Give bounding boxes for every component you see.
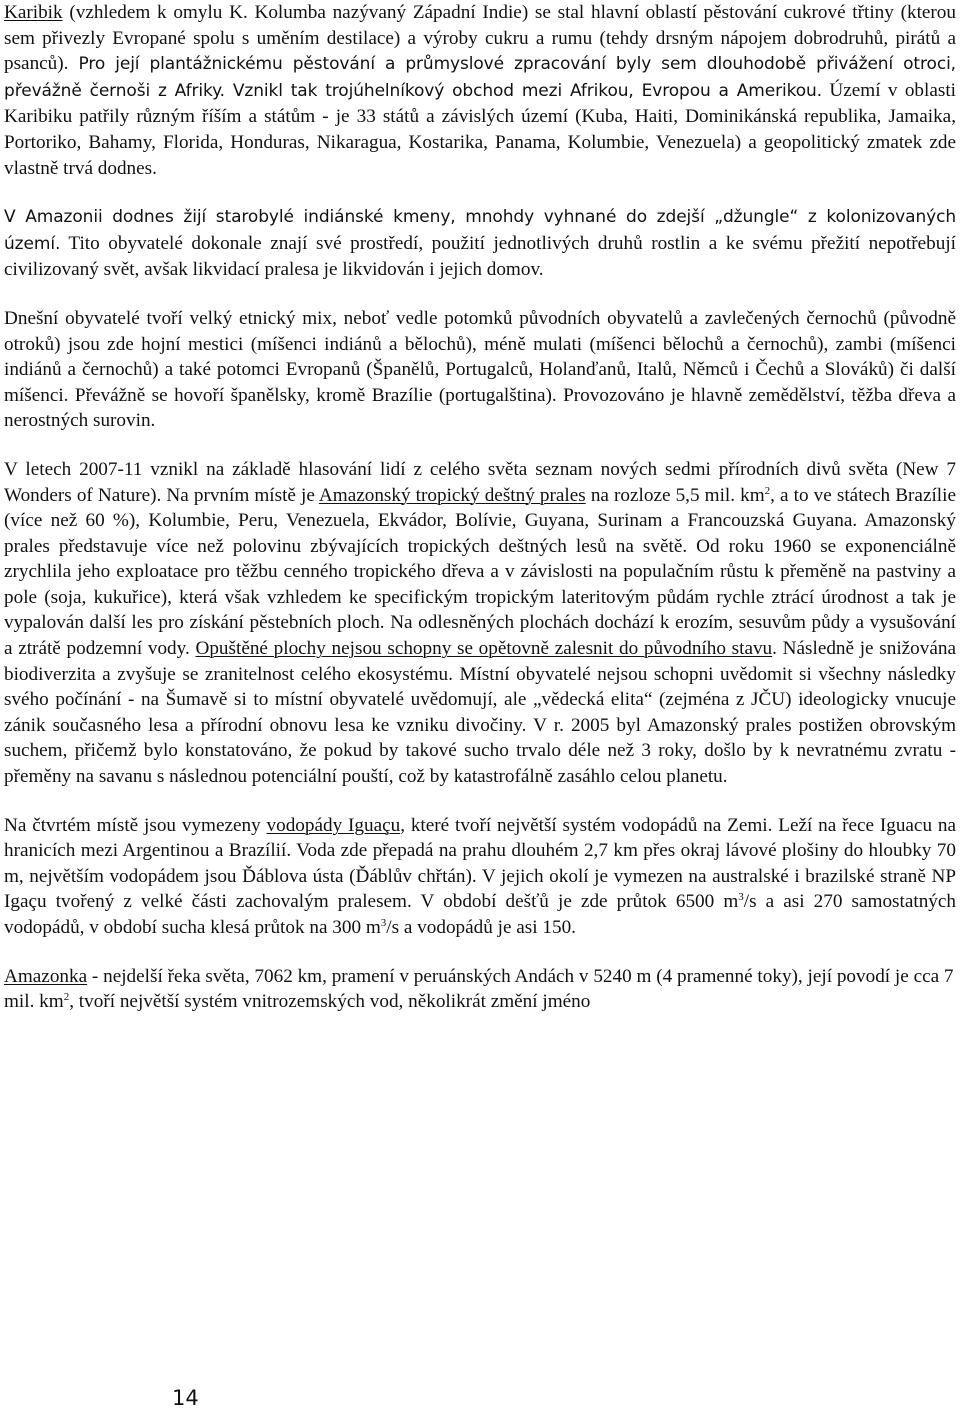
document-page (4, 0, 956, 1015)
text: /s a asi 270 samostatných vodopádů, v období sucha klesá průtok na 300 m (4, 891, 956, 938)
text: /s a vodopádů je asi 150. (386, 917, 576, 938)
superscript: 2 (764, 484, 771, 497)
link-opustene-plochy[interactable]: Opuštěné plochy nejsou schopny se opětovně zalesnit do původního stavu (195, 638, 773, 660)
link-amazonsky-prales[interactable]: Amazonský tropický deštný prales (318, 484, 586, 506)
paragraph-iguacu (4, 813, 956, 941)
text: (vzhledem k omylu K. Kolumba nazývaný Západní Indie) se stal hlavní oblastí pěstování cukrové třtiny (kterou sem přivezly Evropané spolu s uměním destilace) a výroby cukru a rumu (tehdy drsným nápojem dobrodruhů, pirátů a psanců). (4, 2, 956, 75)
link-amazonka[interactable]: Amazonka (4, 965, 88, 987)
text: , které tvoří největší systém vodopádů na Zemi. Leží na řece Iguacu na hranicích mezi Argentinou a Brazílií. Voda zde přepadá na prahu dlouhém 2,7 km přes okraj lávové plošiny do hloubky 70 m, největším vodopádem jsou Ďáblova ústa (Ďáblův chřtán). V jejich okolí je vymezen na australské i brazilské straně NP Igaçu tvořený z velké části zachovalým pralesem. V období dešťů je zde průtok 6500 m (4, 814, 956, 913)
text: Pro její plantážnickému pěstování a průmyslové zpracování byly sem dlouhodobě přivážení otroci, převážně černoši z Afriky. Vznikl tak trojúhelníkový obchod mezi Afrikou, Evropou a Amerikou. (4, 54, 956, 101)
paragraph-amazonie (4, 204, 956, 283)
text: . Následně je snižována biodiverzita a zvyšuje se zranitelnost celého ekosystému. Místní obyvatelé nejsou schopni uvědomit si všechny následky svého počínání - na Šumavě si to místní obyvatelé uvědomují, ale „vědecká elita“ (zejména z JČU) ideologicky vnucuje zánik současného lesa a přírodní obnovu lesa ke vzniku divočiny. V r. 2005 byl Amazonský prales postižen obrovským suchem, přičemž bylo konstatováno, že pokud by takové sucho trvalo déle než 3 roky, došlo by k nevratnému zvratu - přeměny na savanu s následnou potenciální pouští, což by katastrofálně zasáhlo celou planetu. (4, 638, 956, 788)
link-vodopady-iguacu[interactable]: vodopády Iguaçu (266, 814, 401, 836)
paragraph-divy-sveta (4, 457, 956, 790)
superscript: 3 (380, 917, 387, 929)
page-number: 14 (172, 1386, 199, 1410)
superscript: 2 (63, 991, 70, 1004)
text: Dnešní obyvatelé tvoří velký etnický mix, neboť vedle potomků původních obyvatelů a zavlečených černochů (původně otroků) jsou zde hojní mestici (míšenci indiánů a bělochů), méně mulati (míšenci bělochů a černochů), zambi (míšenci indiánů a černochů) a také potomci Evropanů (Španělů, Portugalců, Holanďanů, Italů, Němců i Čechů a Slováků) či další míšenci. Převážně se hovoří španělsky, kromě Brazílie (portugalština). Provozováno je hlavně zemědělství, těžba dřeva a nerostných surovin. (4, 307, 956, 432)
text: V letech 2007-11 vznikl na základě hlasování lidí z celého světa seznam nových sedmi přírodních divů světa (New 7 Wonders of Nature). Na prvním místě je (4, 458, 956, 506)
superscript: 3 (738, 891, 744, 904)
text: - nejdelší řeka světa, 7062 km, pramení v peruánských Andách v 5240 m (4 pramenné toky), její povodí je cca 7 mil. km (4, 965, 954, 1013)
text: Na čtvrtém místě jsou vymezeny (4, 814, 267, 836)
link-karibik[interactable]: Karibik (4, 2, 63, 23)
text: Tito obyvatelé dokonale znají své prostředí, použití jednotlivých druhů rostlin a ke svému přežití nepotřebují civilizovaný svět, avšak likvidací pralesa je likvidován i jejich domov. (4, 232, 956, 281)
paragraph-amazonka (4, 964, 956, 1015)
text: Území v oblasti Karibiku patřily různým říším a státům - je 33 států a závislých území (Kuba, Haiti, Dominikánská republika, Jamaika, Portoriko, Bahamy, Florida, Honduras, Nikaragua, Kostarika, Panama, Kolumbie, Venezuela) a geopolitický zmatek zde vlastně trvá dodnes. (4, 79, 956, 179)
paragraph-obyvatele (4, 306, 956, 434)
text: , a to ve státech Brazílie (více než 60 %), Kolumbie, Peru, Venezuela, Ekvádor, Bolívie, Guyana, Surinam a Francouzská Guyana. Amazonský prales představuje více než polovinu zbývajících tropických deštných lesů na světě. Od roku 1960 se exponenciálně zrychlila jeho exploatace pro těžbu cenného tropického dřeva a v závislosti na populačním růstu k přeměně na pastviny a pole (soja, kukuřice), která však vzhledem ke specifickým tropickým lateritovým půdám rychle ztrácí úrodnost a tak je vypalován další les pro získání pěstebních ploch. Na odlesněných plochách dochází k erozím, sesuvům půdy a vysušování a ztrátě podzemní vody. (4, 484, 956, 660)
text: V Amazonii dodnes žijí starobylé indiánské kmeny, mnohdy vyhnané do zdejší „džungle“ z kolonizovaných území. (4, 207, 956, 254)
paragraph-karibik (4, 0, 956, 181)
text: , tvoří největší systém vnitrozemských vod, několikrát změní jméno (69, 991, 591, 1013)
text: na rozloze 5,5 mil. km (585, 484, 765, 506)
